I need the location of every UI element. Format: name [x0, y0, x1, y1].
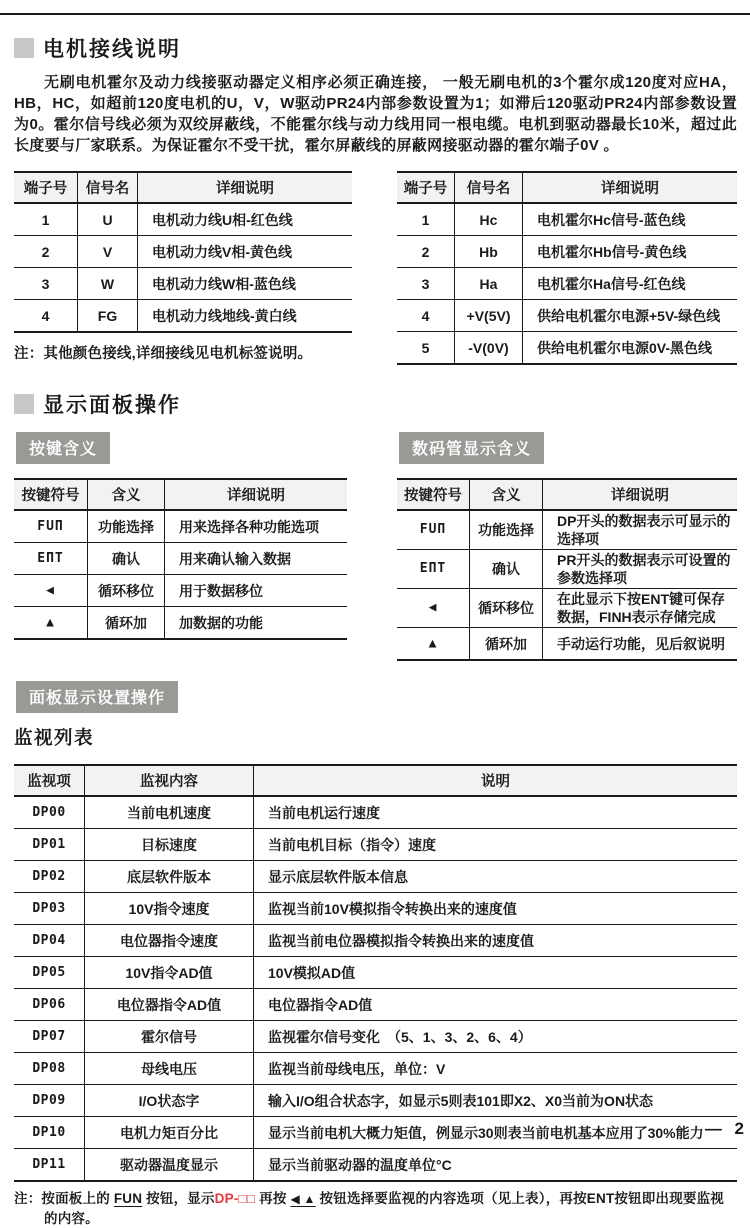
monitor-list-title: 监视列表 [14, 727, 95, 748]
power-wiring-table [14, 171, 352, 333]
table-cell: 循环加 [88, 607, 165, 640]
monitor-table-note [14, 1189, 737, 1228]
page-number: — 2 [704, 1119, 748, 1138]
note-fun-key: FUN [113, 1191, 143, 1206]
column-header: 说明 [254, 765, 738, 796]
column-header: 端子号 [397, 172, 455, 203]
table-cell: 显示底层软件版本信息 [254, 861, 738, 893]
table-row [14, 861, 737, 893]
table-cell: 电机动力线V相-黄色线 [138, 236, 353, 268]
table-cell: 显示当前电机大概力矩值，例显示30则表当前电机基本应用了30%能力 [254, 1117, 738, 1149]
table-row [14, 1149, 737, 1182]
table-cell: 循环移位 [470, 589, 543, 628]
table-cell: 2 [397, 236, 455, 268]
column-header: 详细说明 [523, 172, 738, 203]
column-header: 详细说明 [165, 479, 348, 510]
table-cell: 当前电机目标（指令）速度 [254, 829, 738, 861]
table-cell: 确认 [470, 550, 543, 589]
monitor-list-table [14, 764, 737, 1182]
section-title-text: 显示面板操作 [43, 394, 181, 417]
table-cell: ▲ [14, 607, 88, 640]
table-header-row [397, 479, 737, 510]
table-cell: DP03 [14, 893, 85, 925]
table-cell: -V(0V) [455, 332, 523, 365]
table-row [14, 829, 737, 861]
table-cell: 电机霍尔Hb信号-黄色线 [523, 236, 738, 268]
table-cell: 3 [14, 268, 78, 300]
table-row [397, 628, 737, 661]
table-cell: Ha [455, 268, 523, 300]
key-meaning-table [14, 478, 347, 640]
table-row [14, 893, 737, 925]
table-cell: ◀ [14, 575, 88, 607]
table-cell: 显示当前驱动器的温度单位°C [254, 1149, 738, 1182]
column-header: 监视项 [14, 765, 85, 796]
table-cell: 霍尔信号 [85, 1021, 254, 1053]
table-row [14, 1021, 737, 1053]
table-cell: DP05 [14, 957, 85, 989]
table-cell: ▲ [397, 628, 470, 661]
table-row [14, 510, 347, 543]
table-cell: I/O状态字 [85, 1085, 254, 1117]
table-row [14, 957, 737, 989]
table-row [14, 575, 347, 607]
table-cell: W [78, 268, 138, 300]
table-cell: 4 [397, 300, 455, 332]
table-cell: 功能选择 [88, 510, 165, 543]
table-cell: 10V指令AD值 [85, 957, 254, 989]
table-cell: 监视当前10V模拟指令转换出来的速度值 [254, 893, 738, 925]
table-row [14, 796, 737, 829]
table-cell: Hb [455, 236, 523, 268]
table-cell: DP07 [14, 1021, 85, 1053]
table-cell: 驱动器温度显示 [85, 1149, 254, 1182]
table-cell: 用来确认输入数据 [165, 543, 348, 575]
table-row [14, 268, 352, 300]
table-cell: 底层软件版本 [85, 861, 254, 893]
hall-wiring-table [397, 171, 737, 365]
table-row [14, 1085, 737, 1117]
table-cell: 电机动力线W相-蓝色线 [138, 268, 353, 300]
keys-meaning-badge: 按键含义 [16, 432, 110, 464]
column-header: 信号名 [78, 172, 138, 203]
table-cell: DP11 [14, 1149, 85, 1182]
table-cell: +V(5V) [455, 300, 523, 332]
table-cell: 1 [14, 203, 78, 236]
table-row [14, 1053, 737, 1085]
digital-display-table [397, 478, 737, 661]
table-header-row [14, 765, 737, 796]
table-cell: 电位器指令AD值 [85, 989, 254, 1021]
table-row [14, 300, 352, 333]
table-cell: 用于数据移位 [165, 575, 348, 607]
table-cell: 1 [397, 203, 455, 236]
table-cell: 目标速度 [85, 829, 254, 861]
column-header: 详细说明 [138, 172, 353, 203]
section-bullet-icon [14, 394, 34, 414]
table-cell: ◀ [397, 589, 470, 628]
table-cell: DP02 [14, 861, 85, 893]
table-cell: 供给电机霍尔电源+5V-绿色线 [523, 300, 738, 332]
table-row [14, 989, 737, 1021]
table-cell: 加数据的功能 [165, 607, 348, 640]
column-header: 监视内容 [85, 765, 254, 796]
column-header: 端子号 [14, 172, 78, 203]
table-cell: 10V指令速度 [85, 893, 254, 925]
table-cell: PR开头的数据表示可设置的参数选择项 [543, 550, 738, 589]
note-dp-code: DP-□□ [214, 1191, 256, 1206]
table-cell: 4 [14, 300, 78, 333]
column-header: 按键符号 [14, 479, 88, 510]
table-cell: 用来选择各种功能选项 [165, 510, 348, 543]
table-header-row [14, 479, 347, 510]
table-cell: 电机霍尔Ha信号-红色线 [523, 268, 738, 300]
panel-settings-badge: 面板显示设置操作 [16, 681, 178, 713]
table-cell: V [78, 236, 138, 268]
table-cell: 5 [397, 332, 455, 365]
table-cell: 手动运行功能，见后叙说明 [543, 628, 738, 661]
table-cell: DP04 [14, 925, 85, 957]
table-cell: 电机动力线U相-红色线 [138, 203, 353, 236]
table-cell: FUП [14, 510, 88, 543]
table-cell: DP10 [14, 1117, 85, 1149]
table-cell: 2 [14, 236, 78, 268]
table-cell: 当前电机运行速度 [254, 796, 738, 829]
section-title-display-panel [14, 389, 737, 419]
column-header: 信号名 [455, 172, 523, 203]
table-cell: 循环加 [470, 628, 543, 661]
table-cell: 电位器指令速度 [85, 925, 254, 957]
section-title-text: 电机接线说明 [43, 38, 181, 61]
note-arrow-keys: ◀ ▲ [290, 1192, 316, 1206]
motor-wiring-paragraph: 无刷电机霍尔及动力线接驱动器定义相序必须正确连接， 一般无刷电机的3个霍尔成120度对应HA，HB，HC，如超前120度电机的U，V，W驱动PR24内部参数设置为1；如滞后120驱动PR24内部参数设置为0。霍尔信号线必须为双绞屏蔽线，不能霍尔线与动力线用同一根电缆。电机到驱动器最长10米，超过此长度要与厂家联系。为保证霍尔不受干扰，霍尔屏蔽线的屏蔽网接驱动器的霍尔端子0V 。 [14, 74, 737, 154]
table-cell: 当前电机速度 [85, 796, 254, 829]
table-cell: 功能选择 [470, 510, 543, 550]
section-bullet-icon [14, 38, 34, 58]
table-row [14, 1117, 737, 1149]
table-cell: 电位器指令AD值 [254, 989, 738, 1021]
table-row [397, 203, 737, 236]
table-header-row [397, 172, 737, 203]
table-cell: DP开头的数据表示可显示的选择项 [543, 510, 738, 550]
table-cell: U [78, 203, 138, 236]
note-text: 按钮选择要监视的内容选项（见上表），再按ENT按钮即出现要监视的内容。 [44, 1191, 724, 1226]
table-row [397, 510, 737, 550]
table-cell: EПT [397, 550, 470, 589]
table-cell: 供给电机霍尔电源0V-黑色线 [523, 332, 738, 365]
table-cell: FG [78, 300, 138, 333]
table-row [397, 589, 737, 628]
note-text: 注：按面板上的 [14, 1191, 114, 1206]
table-row [14, 543, 347, 575]
note-text: 再按 [255, 1191, 291, 1206]
power-table-note: 注：其他颜色接线,详细接线见电机标签说明。 [14, 346, 313, 362]
digital-display-badge: 数码管显示含义 [399, 432, 544, 464]
table-row [397, 332, 737, 365]
table-cell: 监视霍尔信号变化 （5、1、3、2、6、4） [254, 1021, 738, 1053]
table-cell: FUП [397, 510, 470, 550]
table-cell: 在此显示下按ENT键可保存数据，FINH表示存储完成 [543, 589, 738, 628]
table-row [14, 925, 737, 957]
table-row [14, 203, 352, 236]
column-header: 按键符号 [397, 479, 470, 510]
table-cell: 电机霍尔Hc信号-蓝色线 [523, 203, 738, 236]
table-cell: 10V模拟AD值 [254, 957, 738, 989]
table-cell: 电机动力线地线-黄白线 [138, 300, 353, 333]
table-cell: 循环移位 [88, 575, 165, 607]
table-cell: Hc [455, 203, 523, 236]
table-cell: DP01 [14, 829, 85, 861]
column-header: 含义 [88, 479, 165, 510]
table-cell: DP08 [14, 1053, 85, 1085]
column-header: 详细说明 [543, 479, 738, 510]
table-cell: 3 [397, 268, 455, 300]
table-header-row [14, 172, 352, 203]
table-cell: 监视当前电位器模拟指令转换出来的速度值 [254, 925, 738, 957]
table-cell: DP00 [14, 796, 85, 829]
table-cell: 电机力矩百分比 [85, 1117, 254, 1149]
column-header: 含义 [470, 479, 543, 510]
table-cell: 母线电压 [85, 1053, 254, 1085]
table-cell: 输入I/O组合状态字，如显示5则表101即X2、X0当前为ON状态 [254, 1085, 738, 1117]
section-title-motor-wiring [14, 33, 737, 63]
table-cell: EПT [14, 543, 88, 575]
table-cell: DP06 [14, 989, 85, 1021]
table-row [14, 236, 352, 268]
table-row [397, 550, 737, 589]
table-cell: DP09 [14, 1085, 85, 1117]
table-row [397, 268, 737, 300]
table-row [397, 236, 737, 268]
table-row [397, 300, 737, 332]
note-text: 按钮，显示 [142, 1191, 215, 1206]
table-row [14, 607, 347, 640]
table-cell: 确认 [88, 543, 165, 575]
table-cell: 监视当前母线电压，单位：V [254, 1053, 738, 1085]
